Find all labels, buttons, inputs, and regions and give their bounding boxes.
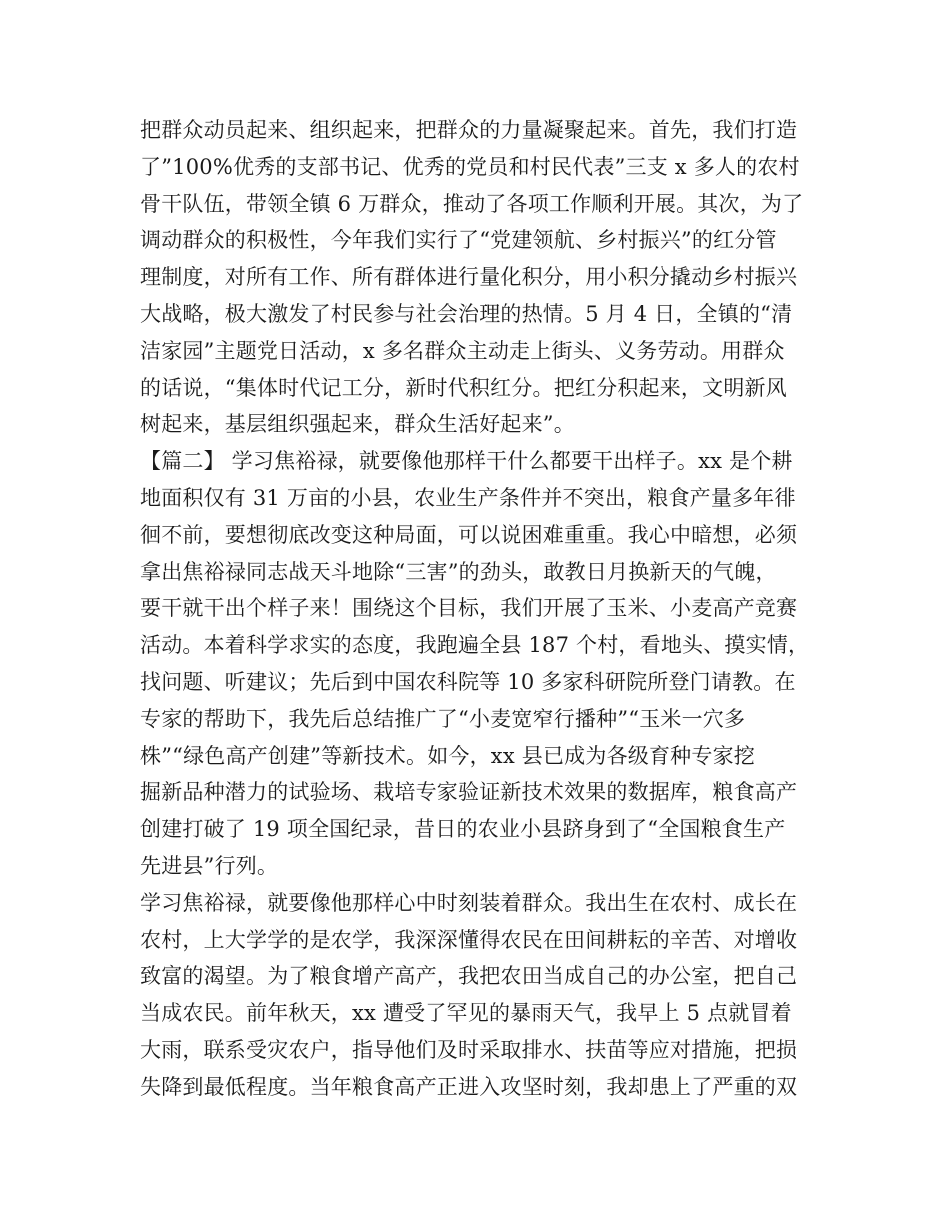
document-body <box>140 112 820 1106</box>
text-line: 学习焦裕禄，就要像他那样心中时刻装着群众。我出生在农村、成长在 <box>140 890 798 915</box>
text-line: 专家的帮助下，我先后总结推广了“小麦宽窄行播种”“玉米一穴多 <box>140 706 746 731</box>
text-line: 的话说，“集体时代记工分，新时代积红分。把红分积起来，文明新风 <box>140 375 787 400</box>
text-line: 骨干队伍，带领全镇 6 万群众，推动了各项工作顺利开展。其次，为了 <box>140 191 804 216</box>
text-line: 先进县”行列。 <box>140 853 279 878</box>
text-line: 致富的渴望。为了粮食增产高产，我把农田当成自己的办公室，把自己 <box>140 964 798 989</box>
section-heading-line: 【篇二】 学习焦裕禄，就要像他那样干什么都要干出样子。xx 是个耕 <box>140 449 793 474</box>
text-line: 徊不前，要想彻底改变这种局面，可以说困难重重。我心中暗想，必须 <box>140 522 798 547</box>
text-line: 洁家园”主题党日活动，x 多名群众主动走上街头、义务劳动。用群众 <box>140 338 785 363</box>
text-line: 地面积仅有 31 万亩的小县，农业生产条件并不突出，粮食产量多年徘 <box>140 485 796 510</box>
text-line: 掘新品种潜力的试验场、栽培专家验证新技术效果的数据库，粮食高产 <box>140 780 798 805</box>
text-line: 了”100%优秀的支部书记、优秀的党员和村民代表”三支 x 多人的农村 <box>140 154 800 179</box>
text-line: 找问题、听建议；先后到中国农科院等 10 多家科研院所登门请教。在 <box>140 669 796 694</box>
text-line: 拿出焦裕禄同志战天斗地除“三害”的劲头，敢教日月换新天的气魄， <box>140 559 777 584</box>
text-line: 活动。本着科学求实的态度，我跑遍全县 187 个村，看地头、摸实情， <box>140 633 810 658</box>
text-line: 当成农民。前年秋天，xx 遭受了罕见的暴雨天气，我早上 5 点就冒着 <box>140 1001 792 1026</box>
text-line: 大雨，联系受灾农户，指导他们及时采取排水、扶苗等应对措施，把损 <box>140 1037 798 1062</box>
text-line: 大战略，极大激发了村民参与社会治理的热情。5 月 4 日，全镇的“清 <box>140 301 793 326</box>
text-line: 理制度，对所有工作、所有群体进行量化积分，用小积分撬动乡村振兴 <box>140 265 798 290</box>
text-line: 树起来，基层组织强起来，群众生活好起来”。 <box>140 412 575 437</box>
text-line: 农村，上大学学的是农学，我深深懂得农民在田间耕耘的辛苦、对增收 <box>140 927 798 952</box>
text-line: 创建打破了 19 项全国纪录，昔日的农业小县跻身到了“全国粮食生产 <box>140 817 786 842</box>
text-line: 要干就干出个样子来！围绕这个目标，我们开展了玉米、小麦高产竞赛 <box>140 596 798 621</box>
text-line: 失降到最低程度。当年粮食高产正进入攻坚时刻，我却患上了严重的双 <box>140 1074 798 1099</box>
text-line: 把群众动员起来、组织起来，把群众的力量凝聚起来。首先，我们打造 <box>140 118 798 142</box>
text-line: 株”“绿色高产创建”等新技术。如今，xx 县已成为各级育种专家挖 <box>140 743 755 768</box>
text-line: 调动群众的积极性，今年我们实行了“党建领航、乡村振兴”的红分管 <box>140 228 777 253</box>
